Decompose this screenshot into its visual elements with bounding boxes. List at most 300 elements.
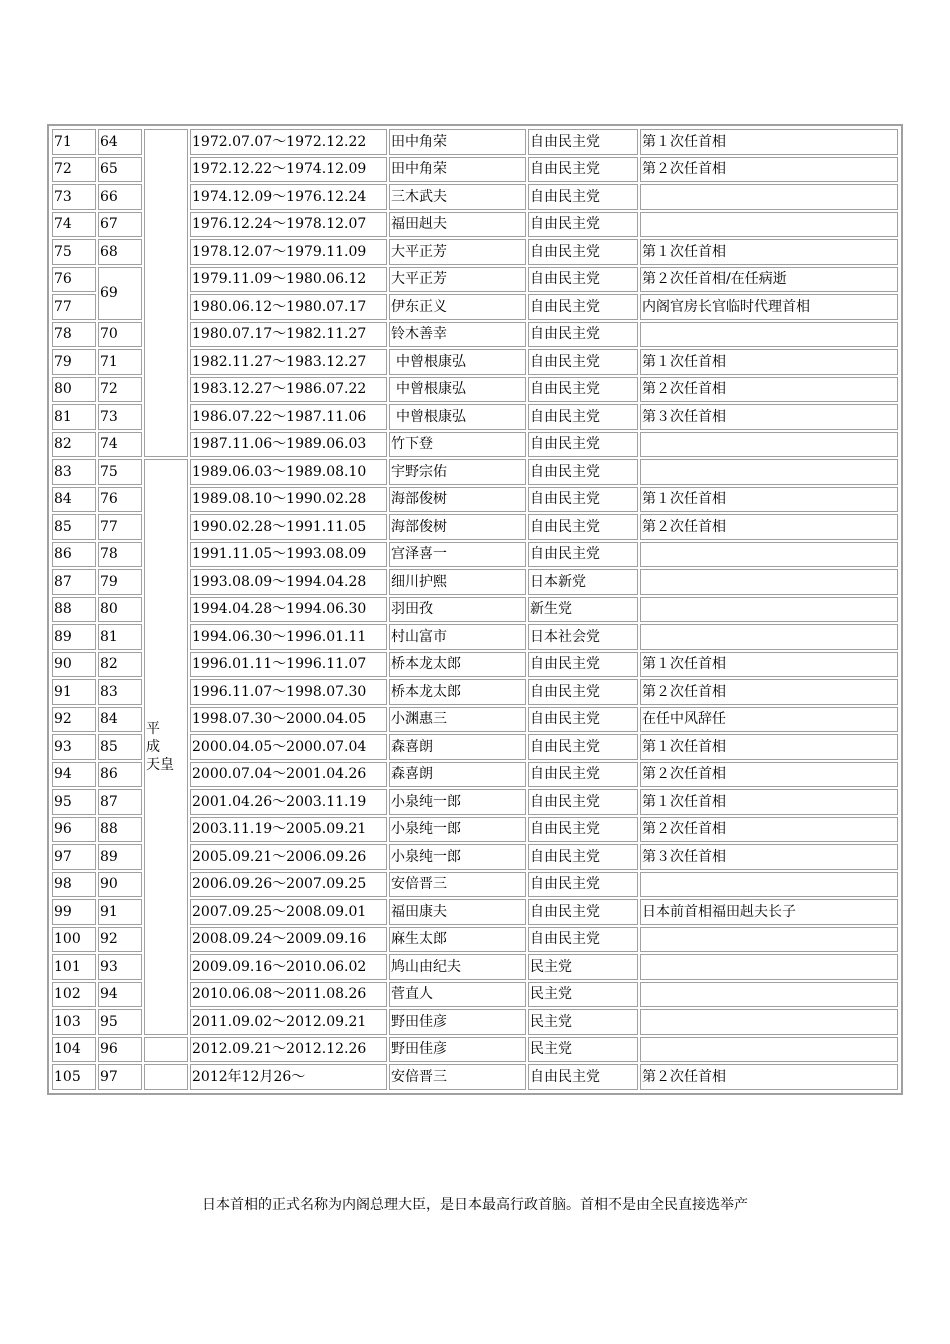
cell-order bbox=[98, 624, 142, 650]
cell-term bbox=[190, 542, 387, 568]
cell-term bbox=[190, 1009, 387, 1035]
cell-no bbox=[52, 459, 96, 485]
term-text: 2008.09.24～2009.09.16 bbox=[192, 931, 367, 948]
order-text: 78 bbox=[100, 546, 118, 563]
cell-order bbox=[98, 1009, 142, 1035]
party-text: 自由民主党 bbox=[530, 656, 600, 673]
cell-order bbox=[98, 734, 142, 760]
party-text: 自由民主党 bbox=[530, 216, 600, 233]
cell-name bbox=[389, 322, 526, 348]
name-text: 铃木善幸 bbox=[391, 326, 447, 343]
cell-name bbox=[389, 789, 526, 815]
cell-name bbox=[389, 129, 526, 155]
party-text: 自由民主党 bbox=[530, 326, 600, 343]
cell-term bbox=[190, 294, 387, 320]
cell-party bbox=[528, 239, 638, 265]
name-text: 宇野宗佑 bbox=[391, 463, 447, 480]
cell-note bbox=[640, 1009, 898, 1035]
cell-no bbox=[52, 322, 96, 348]
no-text: 98 bbox=[54, 876, 72, 893]
cell-name bbox=[389, 679, 526, 705]
note-text: 第２次任首相 bbox=[642, 518, 726, 535]
cell-name bbox=[389, 569, 526, 595]
cell-name bbox=[389, 239, 526, 265]
cell-term bbox=[190, 1037, 387, 1063]
cell-term bbox=[190, 954, 387, 980]
term-text: 2012.09.21～2012.12.26 bbox=[192, 1041, 367, 1058]
table-row bbox=[52, 1064, 898, 1090]
term-text: 1978.12.07～1979.11.09 bbox=[192, 243, 367, 260]
party-text: 自由民主党 bbox=[530, 491, 600, 508]
cell-order bbox=[98, 514, 142, 540]
party-text: 自由民主党 bbox=[530, 381, 600, 398]
cell-order bbox=[98, 652, 142, 678]
cell-term bbox=[190, 679, 387, 705]
name-text: 中曾根康弘 bbox=[396, 408, 466, 425]
prime-minister-table-frame bbox=[47, 124, 903, 1095]
cell-order bbox=[98, 322, 142, 348]
no-text: 96 bbox=[54, 821, 72, 838]
note-text: 第２次任首相 bbox=[642, 381, 726, 398]
party-text: 自由民主党 bbox=[530, 298, 600, 315]
term-text: 1993.08.09～1994.04.28 bbox=[192, 573, 367, 590]
cell-term bbox=[190, 404, 387, 430]
no-text: 81 bbox=[54, 408, 72, 425]
order-text: 93 bbox=[100, 958, 118, 975]
order-text: 77 bbox=[100, 518, 118, 535]
cell-name bbox=[389, 652, 526, 678]
table-row bbox=[52, 129, 898, 155]
name-text: 野田佳彦 bbox=[391, 1013, 447, 1030]
party-text: 自由民主党 bbox=[530, 463, 600, 480]
cell-term bbox=[190, 157, 387, 183]
cell-name bbox=[389, 762, 526, 788]
name-text: 安倍晋三 bbox=[391, 876, 447, 893]
note-text: 第１次任首相 bbox=[642, 133, 726, 150]
table-body bbox=[52, 129, 898, 1090]
no-text: 73 bbox=[54, 188, 72, 205]
note-text: 第２次任首相 bbox=[642, 1068, 726, 1085]
cell-no bbox=[52, 817, 96, 843]
order-text: 72 bbox=[100, 381, 118, 398]
cell-no bbox=[52, 542, 96, 568]
party-text: 自由民主党 bbox=[530, 848, 600, 865]
cell-term bbox=[190, 514, 387, 540]
no-text: 92 bbox=[54, 711, 72, 728]
term-text: 2007.09.25～2008.09.01 bbox=[192, 903, 367, 920]
cell-note bbox=[640, 624, 898, 650]
name-text: 田中角荣 bbox=[391, 161, 447, 178]
no-text: 71 bbox=[54, 133, 72, 150]
order-text: 85 bbox=[100, 738, 118, 755]
no-text: 83 bbox=[54, 463, 72, 480]
order-text: 88 bbox=[100, 821, 118, 838]
cell-note bbox=[640, 597, 898, 623]
cell-note bbox=[640, 404, 898, 430]
party-text: 自由民主党 bbox=[530, 133, 600, 150]
party-text: 自由民主党 bbox=[530, 188, 600, 205]
cell-no bbox=[52, 954, 96, 980]
cell-order bbox=[98, 762, 142, 788]
cell-party bbox=[528, 624, 638, 650]
party-text: 自由民主党 bbox=[530, 793, 600, 810]
note-text: 第２次任首相 bbox=[642, 683, 726, 700]
cell-party bbox=[528, 294, 638, 320]
cell-no bbox=[52, 899, 96, 925]
party-text: 自由民主党 bbox=[530, 161, 600, 178]
name-text: 海部俊树 bbox=[391, 518, 447, 535]
name-text: 森喜朗 bbox=[391, 738, 433, 755]
table-row bbox=[52, 459, 898, 485]
order-text: 91 bbox=[100, 903, 118, 920]
cell-no bbox=[52, 157, 96, 183]
cell-order bbox=[98, 927, 142, 953]
cell-note bbox=[640, 239, 898, 265]
cell-note bbox=[640, 432, 898, 458]
cell-order bbox=[98, 569, 142, 595]
order-text: 66 bbox=[100, 188, 118, 205]
cell-party bbox=[528, 377, 638, 403]
order-text: 67 bbox=[100, 216, 118, 233]
cell-party bbox=[528, 322, 638, 348]
cell-note bbox=[640, 652, 898, 678]
cell-order bbox=[98, 817, 142, 843]
note-text: 第３次任首相 bbox=[642, 408, 726, 425]
cell-party bbox=[528, 734, 638, 760]
order-text: 65 bbox=[100, 161, 118, 178]
cell-term bbox=[190, 982, 387, 1008]
cell-term bbox=[190, 789, 387, 815]
cell-note bbox=[640, 844, 898, 870]
cell-party bbox=[528, 817, 638, 843]
note-text: 第２次任首相 bbox=[642, 821, 726, 838]
cell-name bbox=[389, 927, 526, 953]
cell-party bbox=[528, 954, 638, 980]
cell-name bbox=[389, 1009, 526, 1035]
cell-name bbox=[389, 404, 526, 430]
party-text: 自由民主党 bbox=[530, 353, 600, 370]
order-text: 92 bbox=[100, 931, 118, 948]
cell-note bbox=[640, 212, 898, 238]
order-text: 73 bbox=[100, 408, 118, 425]
term-text: 1994.04.28～1994.06.30 bbox=[192, 601, 367, 618]
cell-order bbox=[98, 872, 142, 898]
cell-order bbox=[98, 212, 142, 238]
order-text: 81 bbox=[100, 628, 118, 645]
order-text: 64 bbox=[100, 133, 118, 150]
cell-no bbox=[52, 734, 96, 760]
cell-term bbox=[190, 432, 387, 458]
cell-order bbox=[98, 239, 142, 265]
cell-name bbox=[389, 212, 526, 238]
cell-note bbox=[640, 954, 898, 980]
footnote-text: 日本首相的正式名称为内阁总理大臣，是日本最高行政首脑。首相不是由全民直接选举产 bbox=[202, 1197, 748, 1213]
order-text: 87 bbox=[100, 793, 118, 810]
cell-term bbox=[190, 377, 387, 403]
cell-term bbox=[190, 597, 387, 623]
cell-party bbox=[528, 349, 638, 375]
cell-note bbox=[640, 267, 898, 293]
cell-no bbox=[52, 1037, 96, 1063]
cell-term bbox=[190, 899, 387, 925]
note-text: 第１次任首相 bbox=[642, 353, 726, 370]
no-text: 94 bbox=[54, 766, 72, 783]
cell-term bbox=[190, 624, 387, 650]
note-text: 第３次任首相 bbox=[642, 848, 726, 865]
no-text: 87 bbox=[54, 573, 72, 590]
cell-name bbox=[389, 624, 526, 650]
cell-name bbox=[389, 377, 526, 403]
cell-note bbox=[640, 762, 898, 788]
term-text: 1994.06.30～1996.01.11 bbox=[192, 628, 367, 645]
cell-name bbox=[389, 487, 526, 513]
name-text: 野田佳彦 bbox=[391, 1041, 447, 1058]
no-text: 75 bbox=[54, 243, 72, 260]
cell-no bbox=[52, 239, 96, 265]
order-text: 70 bbox=[100, 326, 118, 343]
name-text: 田中角荣 bbox=[391, 133, 447, 150]
order-text: 79 bbox=[100, 573, 118, 590]
cell-name bbox=[389, 294, 526, 320]
party-text: 民主党 bbox=[530, 1041, 572, 1058]
cell-party bbox=[528, 789, 638, 815]
cell-order bbox=[98, 899, 142, 925]
party-text: 自由民主党 bbox=[530, 546, 600, 563]
note-text: 内阁官房长官临时代理首相 bbox=[642, 298, 810, 315]
cell-name bbox=[389, 844, 526, 870]
cell-party bbox=[528, 844, 638, 870]
term-text: 1982.11.27～1983.12.27 bbox=[192, 353, 367, 370]
cell-note bbox=[640, 817, 898, 843]
cell-note bbox=[640, 734, 898, 760]
cell-party bbox=[528, 487, 638, 513]
name-text: 海部俊树 bbox=[391, 491, 447, 508]
cell-party bbox=[528, 707, 638, 733]
cell-order bbox=[98, 129, 142, 155]
no-text: 90 bbox=[54, 656, 72, 673]
name-text: 细川护熙 bbox=[391, 573, 447, 590]
no-text: 88 bbox=[54, 601, 72, 618]
no-text: 79 bbox=[54, 353, 72, 370]
cell-name bbox=[389, 459, 526, 485]
name-text: 小泉纯一郎 bbox=[391, 793, 461, 810]
no-text: 74 bbox=[54, 216, 72, 233]
term-text: 2000.04.05～2000.07.04 bbox=[192, 738, 367, 755]
cell-name bbox=[389, 349, 526, 375]
cell-party bbox=[528, 1037, 638, 1063]
cell-no bbox=[52, 1009, 96, 1035]
party-text: 自由民主党 bbox=[530, 711, 600, 728]
cell-note bbox=[640, 982, 898, 1008]
party-text: 新生党 bbox=[530, 601, 572, 618]
note-text: 在任中风辞任 bbox=[642, 711, 726, 728]
party-text: 自由民主党 bbox=[530, 243, 600, 260]
cell-no bbox=[52, 212, 96, 238]
cell-name bbox=[389, 734, 526, 760]
term-text: 2005.09.21～2006.09.26 bbox=[192, 848, 367, 865]
name-text: 伊东正义 bbox=[391, 298, 447, 315]
name-text: 福田康夫 bbox=[391, 903, 447, 920]
term-text: 1996.01.11～1996.11.07 bbox=[192, 656, 367, 673]
cell-no bbox=[52, 129, 96, 155]
name-text: 福田赳夫 bbox=[391, 216, 447, 233]
name-text: 桥本龙太郎 bbox=[391, 683, 461, 700]
party-text: 自由民主党 bbox=[530, 436, 600, 453]
cell-term bbox=[190, 652, 387, 678]
cell-no bbox=[52, 652, 96, 678]
term-text: 1976.12.24～1978.12.07 bbox=[192, 216, 367, 233]
order-text: 86 bbox=[100, 766, 118, 783]
cell-no bbox=[52, 569, 96, 595]
cell-name bbox=[389, 899, 526, 925]
cell-name bbox=[389, 817, 526, 843]
party-text: 自由民主党 bbox=[530, 821, 600, 838]
cell-name bbox=[389, 954, 526, 980]
name-text: 竹下登 bbox=[391, 436, 433, 453]
cell-term bbox=[190, 817, 387, 843]
cell-name bbox=[389, 267, 526, 293]
cell-order bbox=[98, 487, 142, 513]
cell-term bbox=[190, 927, 387, 953]
no-text: 99 bbox=[54, 903, 72, 920]
cell-no bbox=[52, 927, 96, 953]
no-text: 105 bbox=[54, 1068, 81, 1085]
party-text: 自由民主党 bbox=[530, 876, 600, 893]
cell-order bbox=[98, 679, 142, 705]
cell-term bbox=[190, 349, 387, 375]
term-text: 2012年12月26～ bbox=[192, 1068, 306, 1085]
term-text: 2010.06.08～2011.08.26 bbox=[192, 986, 367, 1003]
no-text: 100 bbox=[54, 931, 81, 948]
order-text: 83 bbox=[100, 683, 118, 700]
cell-party bbox=[528, 459, 638, 485]
cell-order bbox=[98, 404, 142, 430]
note-text: 第１次任首相 bbox=[642, 491, 726, 508]
cell-party bbox=[528, 652, 638, 678]
cell-no bbox=[52, 762, 96, 788]
order-text: 80 bbox=[100, 601, 118, 618]
term-text: 1980.06.12～1980.07.17 bbox=[192, 298, 367, 315]
cell-note bbox=[640, 707, 898, 733]
order-text: 89 bbox=[100, 848, 118, 865]
no-text: 72 bbox=[54, 161, 72, 178]
cell-party bbox=[528, 432, 638, 458]
cell-note bbox=[640, 1037, 898, 1063]
term-text: 1972.12.22～1974.12.09 bbox=[192, 161, 367, 178]
order-text: 95 bbox=[100, 1013, 118, 1030]
term-text: 2009.09.16～2010.06.02 bbox=[192, 958, 367, 975]
cell-note bbox=[640, 459, 898, 485]
party-text: 民主党 bbox=[530, 986, 572, 1003]
cell-name bbox=[389, 542, 526, 568]
cell-order bbox=[98, 707, 142, 733]
order-text: 76 bbox=[100, 491, 118, 508]
party-text: 民主党 bbox=[530, 1013, 572, 1030]
no-text: 78 bbox=[54, 326, 72, 343]
term-text: 2011.09.02～2012.09.21 bbox=[192, 1013, 367, 1030]
cell-no bbox=[52, 789, 96, 815]
cell-party bbox=[528, 404, 638, 430]
cell-note bbox=[640, 129, 898, 155]
cell-name bbox=[389, 707, 526, 733]
cell-party bbox=[528, 542, 638, 568]
term-text: 1998.07.30～2000.04.05 bbox=[192, 711, 367, 728]
note-text: 日本前首相福田赳夫长子 bbox=[642, 903, 796, 920]
no-text: 102 bbox=[54, 986, 81, 1003]
no-text: 82 bbox=[54, 436, 72, 453]
cell-order bbox=[98, 789, 142, 815]
cell-no bbox=[52, 679, 96, 705]
cell-name bbox=[389, 514, 526, 540]
cell-party bbox=[528, 679, 638, 705]
name-text: 小泉纯一郎 bbox=[391, 848, 461, 865]
cell-party bbox=[528, 1064, 638, 1090]
term-text: 1979.11.09～1980.06.12 bbox=[192, 271, 367, 288]
party-text: 自由民主党 bbox=[530, 766, 600, 783]
party-text: 自由民主党 bbox=[530, 738, 600, 755]
cell-order bbox=[98, 184, 142, 210]
name-text: 村山富市 bbox=[391, 628, 447, 645]
cell-order bbox=[98, 1064, 142, 1090]
cell-term bbox=[190, 707, 387, 733]
cell-no bbox=[52, 514, 96, 540]
cell-term bbox=[190, 569, 387, 595]
party-text: 自由民主党 bbox=[530, 518, 600, 535]
cell-note bbox=[640, 679, 898, 705]
order-text: 96 bbox=[100, 1041, 118, 1058]
cell-order bbox=[98, 597, 142, 623]
name-text: 大平正芳 bbox=[391, 271, 447, 288]
cell-term bbox=[190, 487, 387, 513]
era-heisei-line1: 平成 bbox=[146, 720, 174, 755]
cell-term bbox=[190, 239, 387, 265]
order-text: 84 bbox=[100, 711, 118, 728]
name-text: 小泉纯一郎 bbox=[391, 821, 461, 838]
no-text: 80 bbox=[54, 381, 72, 398]
cell-order bbox=[98, 1037, 142, 1063]
cell-term bbox=[190, 734, 387, 760]
cell-term bbox=[190, 322, 387, 348]
cell-term bbox=[190, 762, 387, 788]
party-text: 日本新党 bbox=[530, 573, 586, 590]
party-text: 自由民主党 bbox=[530, 931, 600, 948]
cell-no bbox=[52, 432, 96, 458]
cell-name bbox=[389, 1064, 526, 1090]
no-text: 101 bbox=[54, 958, 81, 975]
party-text: 日本社会党 bbox=[530, 628, 600, 645]
term-text: 2006.09.26～2007.09.25 bbox=[192, 876, 367, 893]
cell-party bbox=[528, 129, 638, 155]
cell-order bbox=[98, 377, 142, 403]
cell-name bbox=[389, 184, 526, 210]
no-text: 85 bbox=[54, 518, 72, 535]
cell-term bbox=[190, 184, 387, 210]
era-heisei-line2: 天皇 bbox=[146, 756, 174, 773]
term-text: 1972.07.07～1972.12.22 bbox=[192, 133, 367, 150]
cell-party bbox=[528, 212, 638, 238]
era-cell-empty bbox=[144, 1037, 188, 1063]
cell-name bbox=[389, 432, 526, 458]
cell-term bbox=[190, 844, 387, 870]
cell-name bbox=[389, 872, 526, 898]
order-text: 68 bbox=[100, 243, 118, 260]
cell-party bbox=[528, 267, 638, 293]
term-text: 2001.04.26～2003.11.19 bbox=[192, 793, 367, 810]
cell-party bbox=[528, 597, 638, 623]
cell-term bbox=[190, 1064, 387, 1090]
cell-note bbox=[640, 349, 898, 375]
cell-note bbox=[640, 872, 898, 898]
